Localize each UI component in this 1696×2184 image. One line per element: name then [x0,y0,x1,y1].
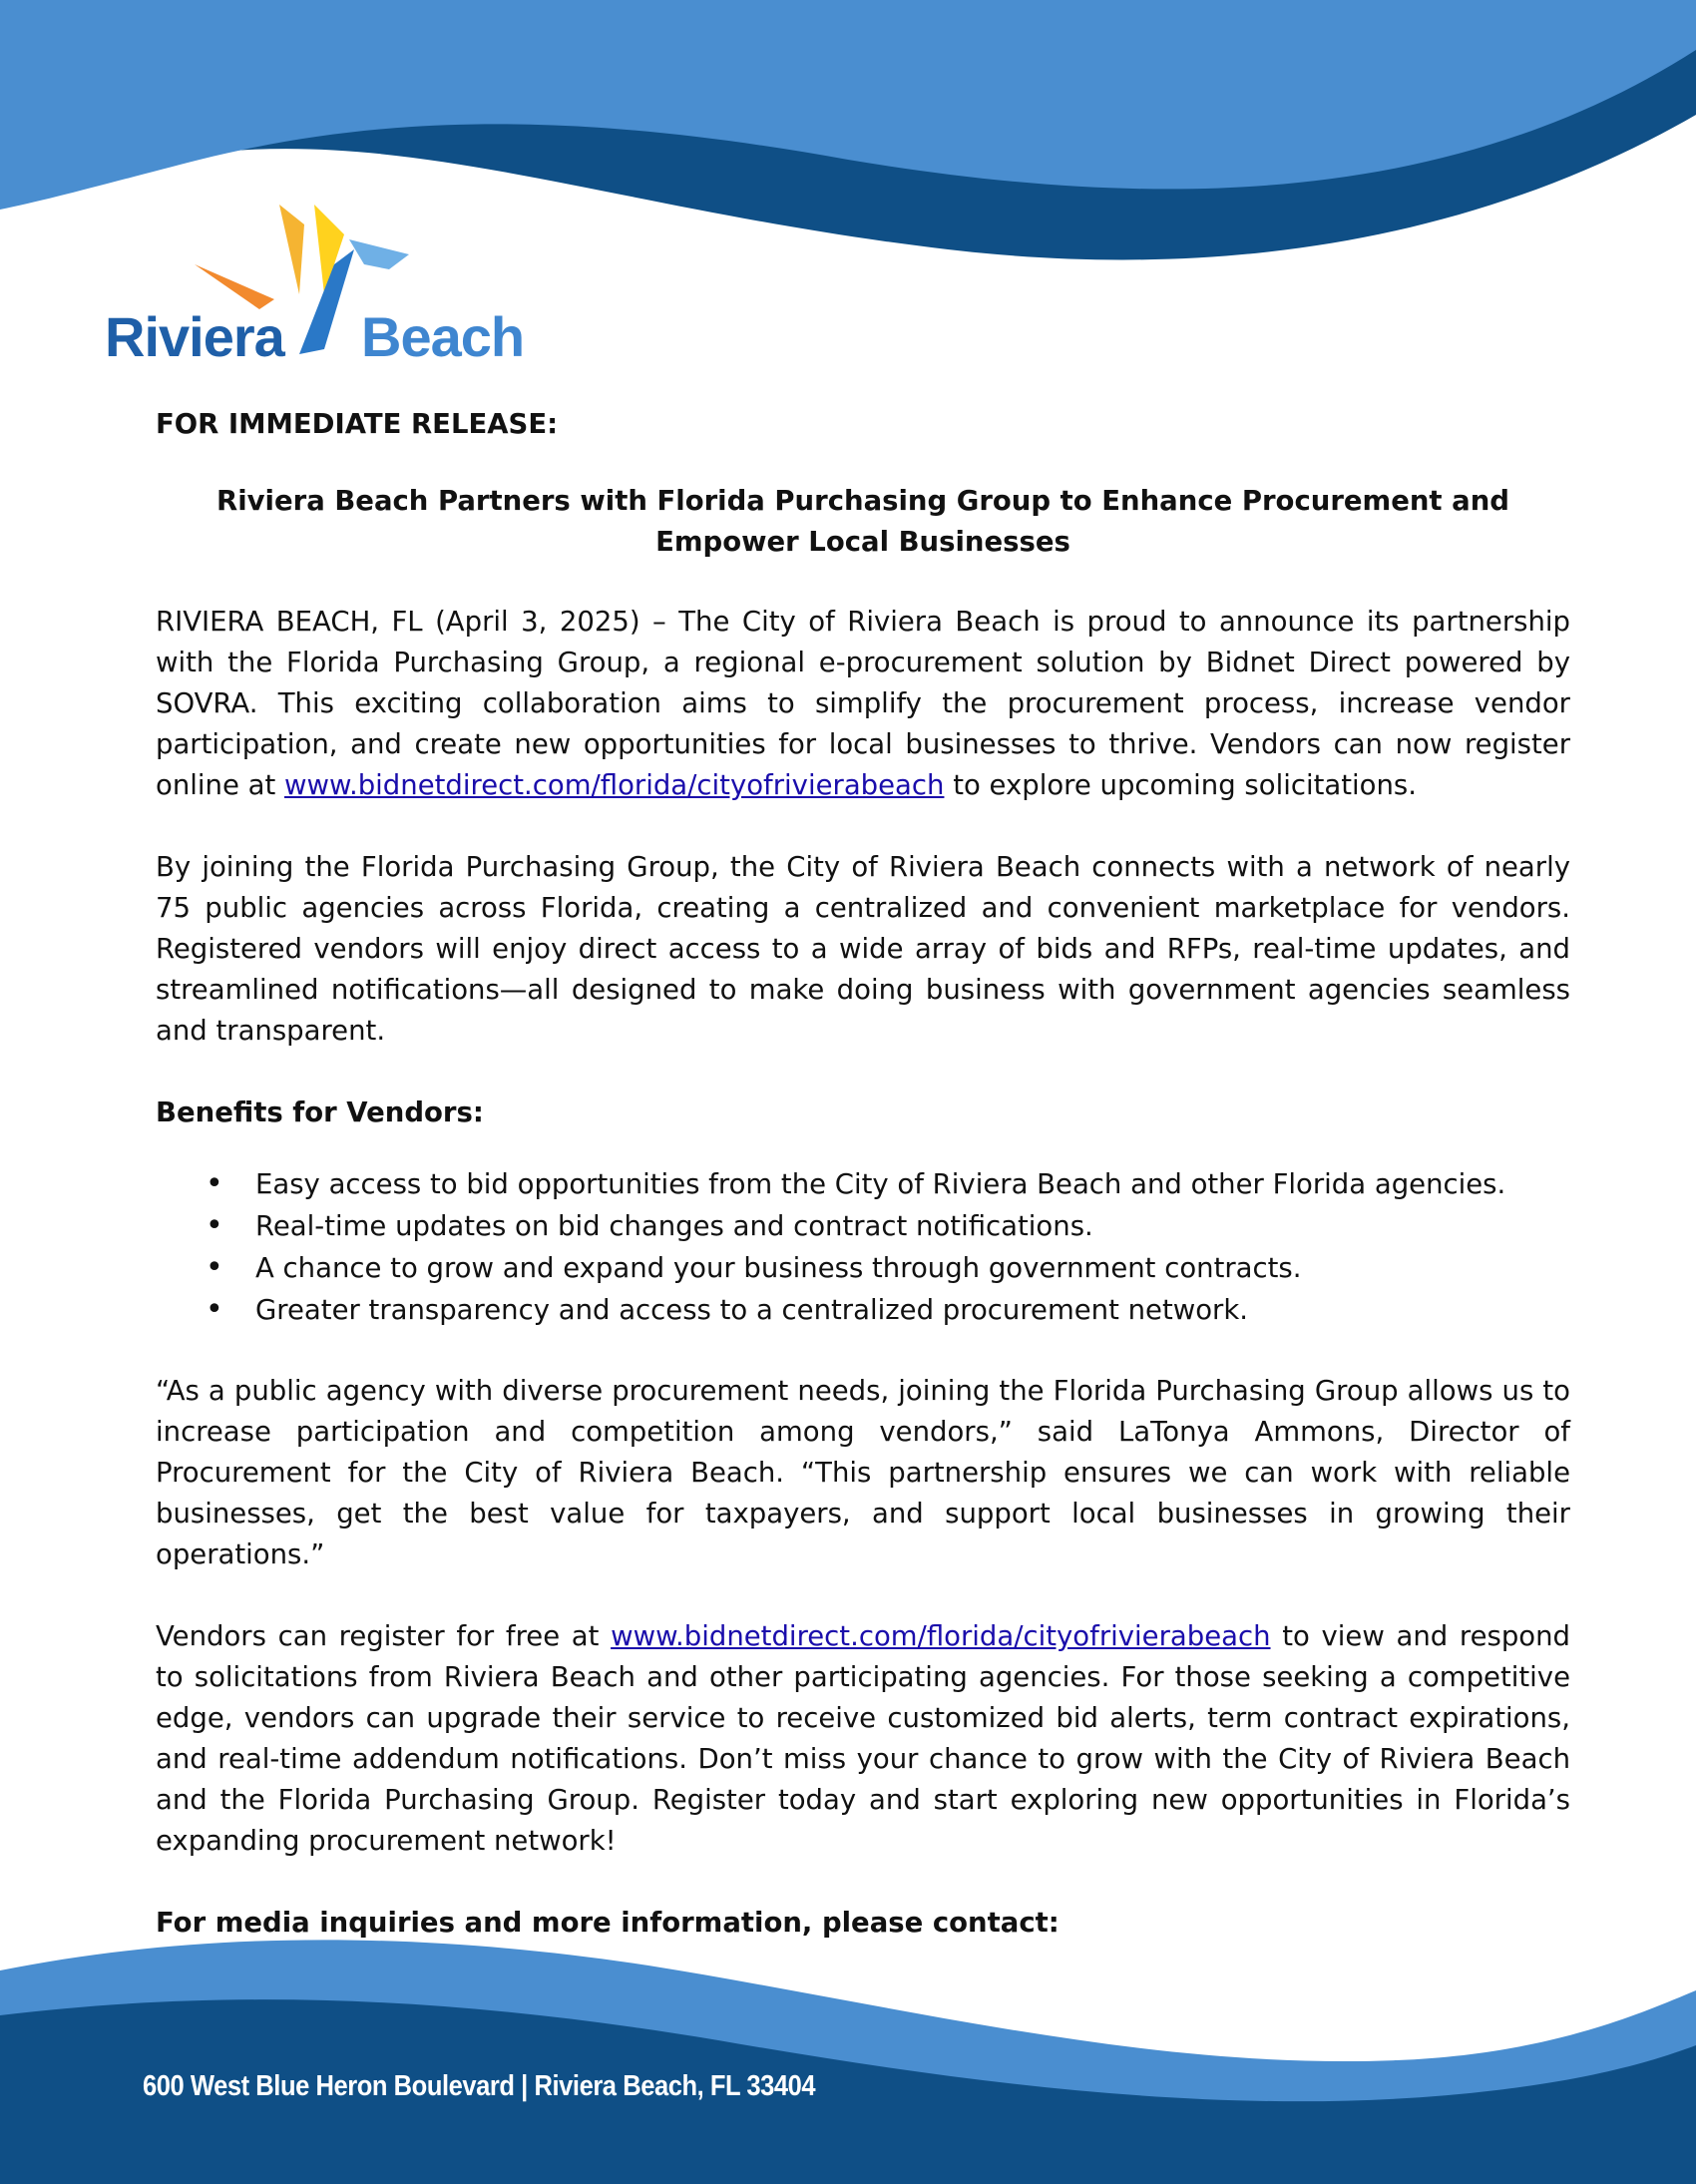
footer-wave [0,1921,1696,2184]
quote-paragraph: “As a public agency with diverse procurement needs, joining the Florida Purchasing Group allows us to increase participation and competition among vendors,” said LaTonya Ammons, Director of Procurement for the City of Riviera Beach. “This partnership ensures we can work with reliable businesses, get the best value for taxpayers, and support local businesses in growing their operations.” [156,1375,1570,1570]
network-paragraph: By joining the Florida Purchasing Group, the City of Riviera Beach connects with a network of nearly 75 public agencies across Florida, creating a centralized and convenient marketplace for vendors. Registered vendors will enjoy direct access to a wide array of bids and RFPs, real-time updates, and streamlined notifications—all designed to make doing business with government agencies seamless and transparent. [156,851,1570,1047]
bidnet-link-intro[interactable]: www.bidnetdirect.com/florida/cityofrivierabeach [284,769,945,801]
bidnet-link-register[interactable]: www.bidnetdirect.com/florida/cityofrivierabeach [611,1620,1271,1652]
intro-after-text: to explore upcoming solicitations. [944,769,1417,801]
release-label: FOR IMMEDIATE RELEASE: [156,408,559,440]
intro-paragraph [156,602,1570,806]
register-text: Vendors can register for free at [156,1620,612,1652]
logo-text-beach: Beach [361,305,525,368]
logo-text-riviera: Riviera [105,305,284,368]
headline: Riviera Beach Partners with Florida Purchasing Group to Enhance Procurement and Empower Local Businesses [216,485,1509,558]
register-after-text: to view and respond to solicitations from Riviera Beach and other participating agencies. For those seeking a competitive edge, vendors can upgrade their service to receive customized bid alerts, term contract expirations, and real-time addendum notifications. Don’t miss your chance to grow with the City of Riviera Beach and the Florida Purchasing Group. Register today and start exploring new opportunities in Florida’s expanding procurement network! [156,1620,1570,1857]
benefits-list [156,1163,1570,1331]
intro-text: RIVIERA BEACH, FL (April 3, 2025) – The City of Riviera Beach is proud to announce its partnership with the Florida Purchasing Group, a regional e-procurement solution by Bidnet Direct powered by SOVRA. This exciting collaboration aims to simplify the procurement process, increase vendor participation, and create new opportunities for local businesses to thrive. Vendors can now register online at [156,606,1570,801]
press-release-body [156,404,1570,1944]
list-item: • Easy access to bid opportunities from the City of Riviera Beach and other Florida agencies. [206,1163,1570,1205]
footer-address: 600 West Blue Heron Boulevard | Riviera Beach, FL 33404 [143,2070,816,2102]
list-item: • Greater transparency and access to a centralized procurement network. [206,1289,1570,1331]
benefits-title: Benefits for Vendors: [156,1096,484,1128]
contact-label: For media inquiries and more information, please contact: [156,1907,1060,1939]
riviera-beach-logo [100,200,529,369]
list-item: • A chance to grow and expand your business through government contracts. [206,1247,1570,1289]
register-paragraph [156,1616,1570,1862]
list-item: • Real-time updates on bid changes and contract notifications. [206,1205,1570,1247]
